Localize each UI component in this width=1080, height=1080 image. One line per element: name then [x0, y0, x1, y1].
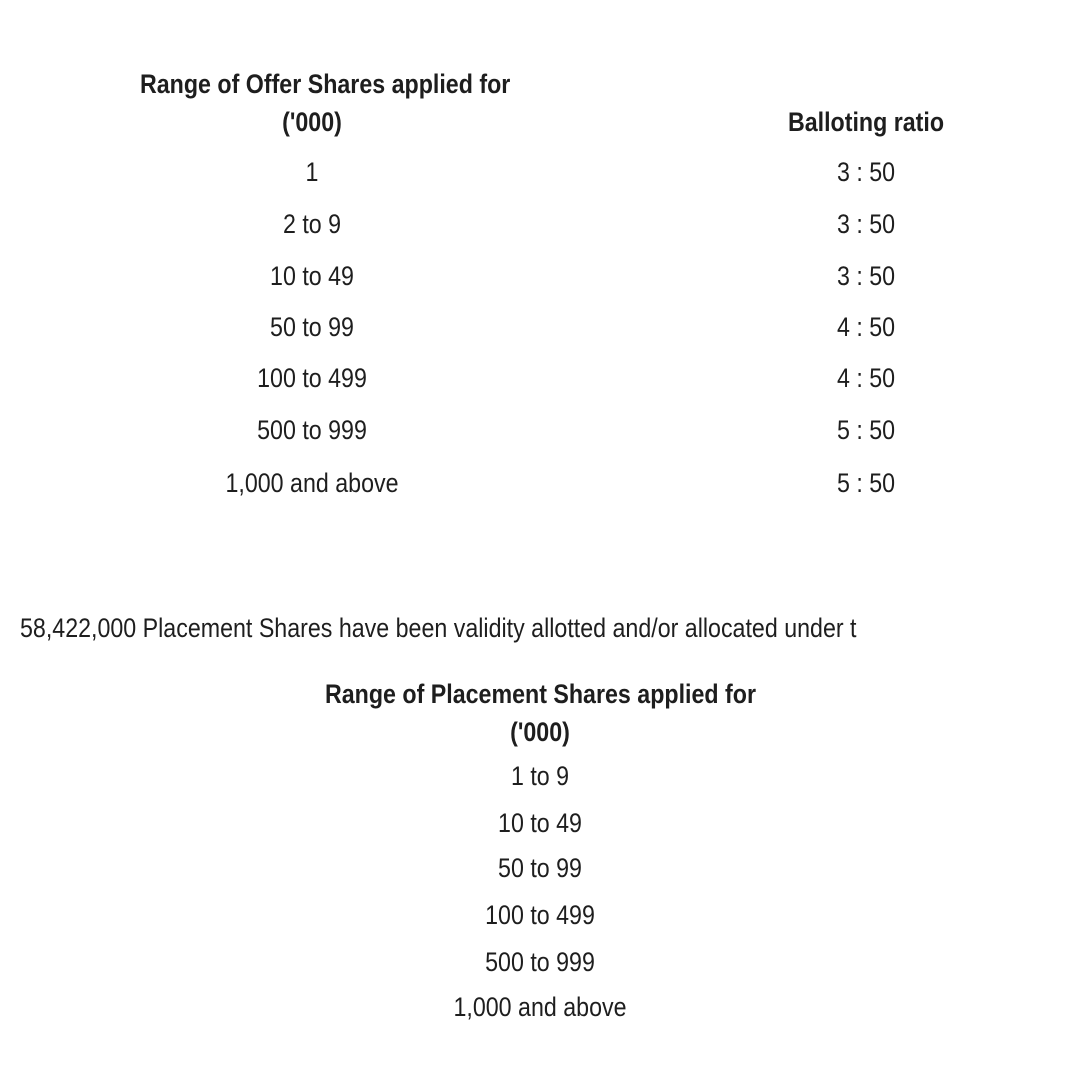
offer-row-range: 1,000 and above [225, 468, 399, 498]
offer-row-ratio: 4 : 50 [836, 312, 896, 342]
placement-row-range: 1 to 9 [510, 761, 570, 791]
offer-row-range: 2 to 9 [282, 209, 342, 239]
offer-row-ratio: 5 : 50 [836, 415, 896, 445]
placement-range-header-line1: Range of Placement Shares applied for [325, 679, 756, 709]
placement-row-range: 100 to 499 [485, 900, 595, 930]
offer-range-header-line2: ('000) [282, 107, 342, 137]
offer-row-range: 100 to 499 [257, 363, 367, 393]
offer-row-ratio: 3 : 50 [836, 209, 896, 239]
placement-row-range: 1,000 and above [453, 992, 627, 1022]
balloting-ratio-header: Balloting ratio [787, 107, 945, 137]
offer-row-ratio: 5 : 50 [836, 468, 896, 498]
offer-row-range: 1 [305, 157, 319, 187]
offer-row-range: 500 to 999 [257, 415, 367, 445]
offer-range-header-line1: Range of Offer Shares applied for [140, 69, 511, 99]
offer-row-ratio: 3 : 50 [836, 261, 896, 291]
placement-range-header-line2: ('000) [510, 717, 570, 747]
offer-row-ratio: 3 : 50 [836, 157, 896, 187]
placement-paragraph: 58,422,000 Placement Shares have been validity allotted and/or allocated under t [20, 613, 857, 643]
offer-row-ratio: 4 : 50 [836, 363, 896, 393]
placement-row-range: 10 to 49 [498, 808, 582, 838]
offer-row-range: 50 to 99 [270, 312, 354, 342]
offer-row-range: 10 to 49 [270, 261, 354, 291]
placement-row-range: 50 to 99 [498, 853, 582, 883]
placement-row-range: 500 to 999 [485, 947, 595, 977]
